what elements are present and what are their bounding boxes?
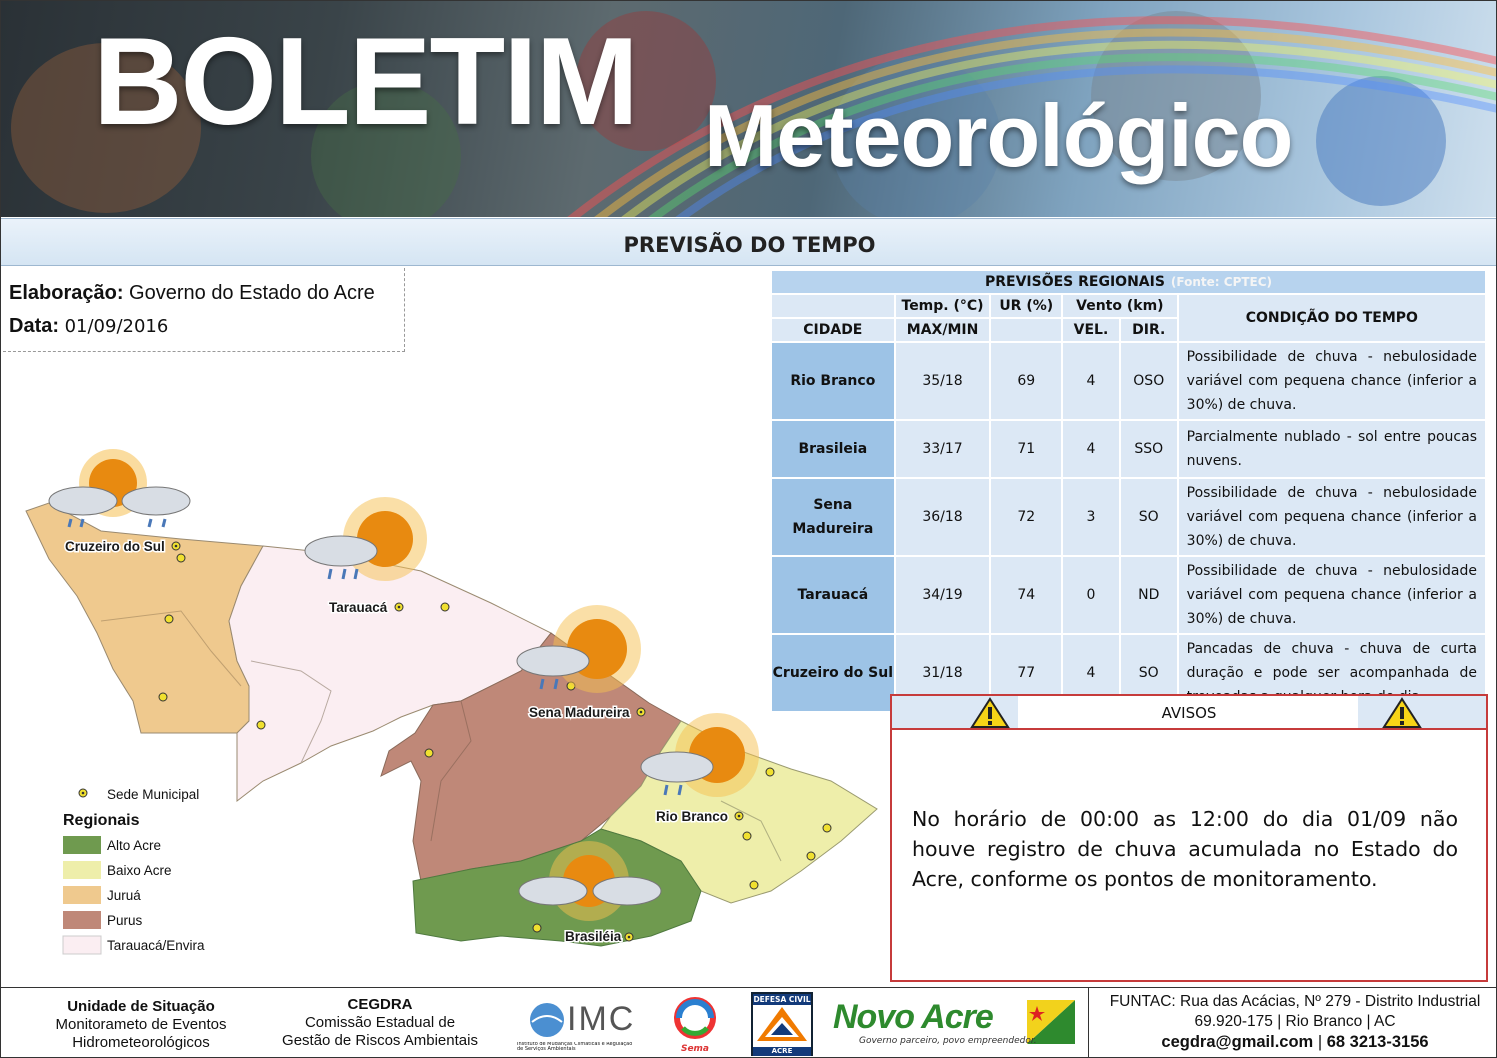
- legend-tarauaca-envira: Tarauacá/Envira: [107, 938, 205, 953]
- footer-unidade: [41, 998, 241, 1052]
- footer-cegdra-line1: Comissão Estadual de: [304, 1014, 456, 1031]
- alerts-header: [892, 696, 1486, 730]
- data-value: 01/09/2016: [64, 316, 169, 337]
- row-maxmin: 31/18: [896, 635, 990, 711]
- map-legend: [63, 787, 205, 954]
- row-ur: 71: [991, 421, 1061, 477]
- row-maxmin: 35/18: [896, 343, 990, 419]
- forecast-title: PREVISÕES REGIONAIS: [984, 274, 1165, 290]
- header-cidade: CIDADE: [772, 319, 894, 341]
- imc-logo: [513, 996, 636, 1054]
- row-dir: OSO: [1121, 343, 1177, 419]
- footer-contact-line2: 69.920-175 | Rio Branco | AC: [1194, 1013, 1396, 1030]
- region-jurua: [26, 503, 263, 733]
- row-cond: Possibilidade de chuva - nebulosidade variável com pequena chance (inferior a 30%) de chuva.: [1179, 557, 1485, 633]
- footer-divider: [1088, 988, 1089, 1058]
- section-bar: [1, 218, 1497, 266]
- alerts-title: AVISOS: [1161, 704, 1217, 722]
- banner-subtitle: Meteorológico: [704, 86, 1293, 185]
- novo-acre-text: Novo Acre: [833, 998, 993, 1036]
- footer-unidade-title: Unidade de Situação: [67, 998, 215, 1015]
- header-banner: [1, 1, 1497, 217]
- legend-title: Regionais: [63, 812, 140, 829]
- row-city: Tarauacá: [772, 557, 894, 633]
- legend-baixo-acre: Baixo Acre: [107, 863, 172, 878]
- imc-logo-subtitle: Instituto de Mudanças Climáticas e Regulação de Serviços Ambientais: [517, 1042, 633, 1052]
- novo-acre-logo: [833, 998, 1078, 1054]
- alerts-text: No horário de 00:00 as 12:00 do dia 01/09 não houve registro de chuva acumulada no Estado do Acre, conforme os pontos de monitoramento.: [912, 807, 1458, 891]
- legend-swatch-alto-acre: [63, 836, 101, 854]
- elaboracao-value: Governo do Estado do Acre: [129, 282, 375, 304]
- row-city: Cruzeiro do Sul: [772, 635, 894, 711]
- row-vel: 4: [1063, 343, 1119, 419]
- row-cond: Possibilidade de chuva - nebulosidade variável com pequena chance (inferior a 30%) de chuva.: [1179, 343, 1485, 419]
- row-city: Rio Branco: [772, 343, 894, 419]
- footer-email[interactable]: cegdra@gmail.com: [1161, 1033, 1314, 1051]
- alerts-box: [890, 694, 1488, 982]
- header-blank: [772, 295, 894, 317]
- imc-logo-text: IMC: [567, 1000, 636, 1038]
- data-row: [9, 315, 398, 338]
- footer-cegdra-title: CEGDRA: [347, 996, 413, 1013]
- footer-contact-separator: |: [1317, 1033, 1323, 1051]
- forecast-source: (Fonte: CPTEC): [1170, 275, 1273, 289]
- elaboracao-row: [9, 282, 398, 305]
- sema-swirl-icon: [667, 994, 723, 1040]
- table-row: [772, 421, 1485, 477]
- legend-swatch-purus: [63, 911, 101, 929]
- sema-logo-text: Sema: [680, 1044, 710, 1054]
- row-ur: 77: [991, 635, 1061, 711]
- legend-jurua: Juruá: [107, 888, 141, 903]
- table-row: [772, 343, 1485, 419]
- section-title: PREVISÃO DO TEMPO: [623, 233, 876, 257]
- row-dir: SO: [1121, 479, 1177, 555]
- acre-map: [1, 421, 891, 961]
- row-vel: 3: [1063, 479, 1119, 555]
- legend-swatch-jurua: [63, 886, 101, 904]
- map-label-riobranco: Rio Branco: [656, 809, 729, 824]
- defesa-civil-sub: ACRE: [753, 1047, 811, 1056]
- row-cond: Pancadas de chuva - chuva de curta duração e pode ser acompanhada de: [1179, 635, 1485, 711]
- row-maxmin: 36/18: [896, 479, 990, 555]
- footer-cegdra-line2: Gestão de Riscos Ambientais: [282, 1032, 478, 1049]
- map-label-sena: Sena Madureira: [529, 705, 630, 720]
- row-vel: 0: [1063, 557, 1119, 633]
- legend-swatch-baixo-acre: [63, 861, 101, 879]
- row-ur: 69: [991, 343, 1061, 419]
- footer-contact: [1097, 992, 1493, 1052]
- sema-logo: [667, 994, 723, 1054]
- row-dir: SO: [1121, 635, 1177, 711]
- legend-alto-acre: Alto Acre: [107, 838, 162, 853]
- defesa-civil-triangle-icon: [753, 1005, 811, 1043]
- row-dir: SSO: [1121, 421, 1177, 477]
- defesa-civil-logo: [751, 992, 813, 1056]
- defesa-civil-text: DEFESA CIVIL: [753, 995, 811, 1004]
- header-condicao: CONDIÇÃO DO TEMPO: [1179, 295, 1485, 341]
- table-row: [772, 557, 1485, 633]
- header-vento: Vento (km): [1063, 295, 1177, 317]
- row-city: Brasileia: [772, 421, 894, 477]
- header-maxmin: MAX/MIN: [896, 319, 990, 341]
- map-label-cruzeiro: Cruzeiro do Sul: [65, 539, 165, 554]
- info-box: [3, 268, 405, 352]
- row-cond: Parcialmente nublado - sol entre poucas nuvens.: [1179, 421, 1485, 477]
- row-vel: 4: [1063, 635, 1119, 711]
- footer-phone: 68 3213-3156: [1326, 1033, 1429, 1051]
- map-label-tarauaca: Tarauacá: [329, 600, 388, 615]
- legend-swatch-tarauaca-envira: [63, 936, 101, 954]
- footer-unidade-line2: Hidrometeorológicos: [72, 1034, 210, 1051]
- table-row: [772, 479, 1485, 555]
- footer-cegdra: [267, 996, 493, 1050]
- elaboracao-label: Elaboração:: [9, 282, 124, 304]
- header-dir: DIR.: [1121, 319, 1177, 341]
- footer-unidade-line1: Monitorameto de Eventos: [55, 1016, 227, 1033]
- legend-purus: Purus: [107, 913, 143, 928]
- globe-icon: [527, 1000, 567, 1040]
- footer-contact-line1: FUNTAC: Rua das Acácias, Nº 279 - Distrito Industrial: [1109, 993, 1481, 1010]
- row-ur: 74: [991, 557, 1061, 633]
- row-city: Sena Madureira: [772, 479, 894, 555]
- legend-sede: Sede Municipal: [107, 787, 200, 802]
- row-maxmin: 34/19: [896, 557, 990, 633]
- row-dir: ND: [1121, 557, 1177, 633]
- forecast-table: [770, 269, 1487, 713]
- data-label: Data:: [9, 315, 60, 337]
- row-ur: 72: [991, 479, 1061, 555]
- header-ur-blank: [991, 319, 1061, 341]
- row-cond: Possibilidade de chuva - nebulosidade variável com pequena chance (inferior a 30%) de chuva.: [1179, 479, 1485, 555]
- map-label-brasileia: Brasiléia: [565, 929, 622, 944]
- row-vel: 4: [1063, 421, 1119, 477]
- header-ur: UR (%): [991, 295, 1061, 317]
- header-temp: Temp. (°C): [896, 295, 990, 317]
- footer: [1, 987, 1497, 1058]
- novo-acre-slogan: Governo parceiro, povo empreendedor.: [859, 1036, 1037, 1046]
- banner-title: BOLETIM: [93, 13, 637, 151]
- row-maxmin: 33/17: [896, 421, 990, 477]
- header-vel: VEL.: [1063, 319, 1119, 341]
- forecast-title-cell: [772, 271, 1485, 293]
